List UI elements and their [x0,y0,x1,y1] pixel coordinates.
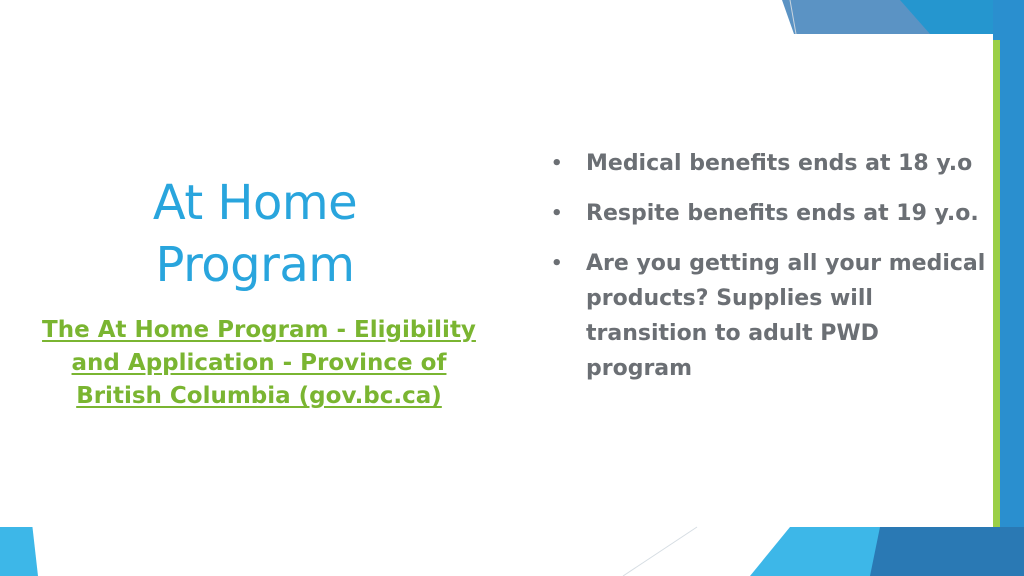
bullet-icon: • [551,203,563,224]
right-green-sliver [993,40,1000,530]
bullet-item [548,146,988,181]
bullet-item [548,246,988,386]
bullet-icon: • [551,253,563,274]
bottom-right-accent-dark [870,527,1024,576]
bullet-item [548,196,988,231]
decorative-line [623,527,697,576]
bullet-text: Are you getting all your medical products? Supplies will transition to adult PWD program [586,251,986,381]
bullet-text: Medical benefits ends at 18 y.o [586,151,973,176]
bullet-list [548,146,988,401]
slide-title: At Home Program [152,175,358,293]
bullet-icon: • [551,153,563,174]
bullet-text: Respite benefits ends at 19 y.o. [586,201,979,226]
program-link[interactable]: The At Home Program - Eligibility and Application - Province of British Columbia (gov.bc.ca) [42,317,476,409]
